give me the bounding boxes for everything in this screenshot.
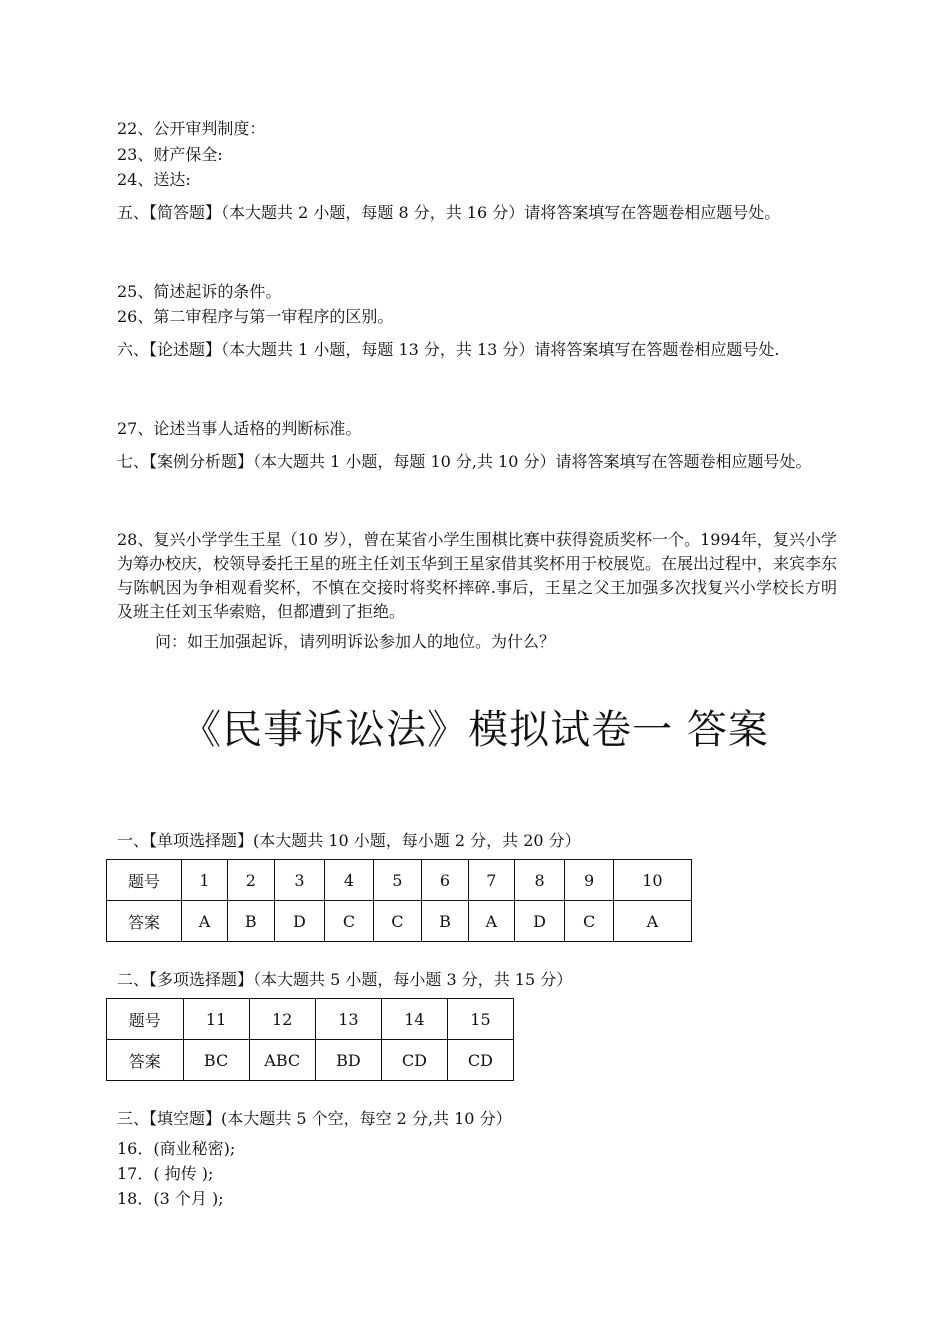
question-27: 27、论述当事人适格的判断标准。	[117, 419, 362, 438]
table-cell: 13	[315, 999, 381, 1040]
single-choice-answer-table	[106, 859, 692, 942]
table-row-answers	[107, 1040, 514, 1081]
table-cell: 6	[422, 860, 469, 901]
table-cell: CD	[381, 1040, 447, 1081]
table-cell: 9	[565, 860, 613, 901]
question-22: 22、公开审判制度：	[117, 119, 266, 138]
answer-17: 17．( 拘传 );	[117, 1164, 214, 1183]
table-cell: BD	[315, 1040, 381, 1081]
table-cell: 1	[182, 860, 228, 901]
table-cell: 12	[249, 999, 315, 1040]
multiple-choice-answer-table	[106, 998, 514, 1081]
table-cell: 3	[274, 860, 325, 901]
table-cell: ABC	[249, 1040, 315, 1081]
table-cell: A	[468, 901, 514, 942]
table-cell: 15	[447, 999, 513, 1040]
table-row-answers	[107, 901, 692, 942]
table-cell: B	[227, 901, 274, 942]
table-cell: A	[613, 901, 691, 942]
table-cell: 4	[325, 860, 373, 901]
table-cell: A	[182, 901, 228, 942]
table-cell: CD	[447, 1040, 513, 1081]
table-header-number: 题号	[107, 999, 184, 1040]
table-cell: C	[325, 901, 373, 942]
answer-16: 16．(商业秘密);	[117, 1139, 236, 1158]
question-23: 23、财产保全:	[117, 145, 223, 164]
table-row-numbers	[107, 860, 692, 901]
question-28-case: 28、复兴小学学生王星（10 岁），曾在某省小学生围棋比赛中获得瓷质奖杯一个。1994年，复兴小学为筹办校庆，校领导委托王星的班主任刘玉华到王星家借其奖杯用于校展览。在展出过程中，来宾李东与陈帆因为争相观看奖杯，不慎在交接时将奖杯摔碎.事后，王星之父王加强多次找复兴小学校长方明及班主任刘玉华索赔，但都遭到了拒绝。	[117, 530, 838, 621]
table-cell: C	[565, 901, 613, 942]
table-cell: 14	[381, 999, 447, 1040]
question-28-ask: 问：如王加强起诉，请列明诉讼参加人的地位。为什么？	[155, 632, 556, 651]
table-cell: B	[422, 901, 469, 942]
answer-section-1-heading: 一、【单项选择题】(本大题共 10 小题，每小题 2 分，共 20 分）	[117, 831, 581, 850]
answer-title: 《民事诉讼法》模拟试卷一 答案	[181, 707, 769, 753]
table-header-answer: 答案	[107, 1040, 184, 1081]
answer-18: 18．(3 个月 );	[117, 1189, 224, 1208]
table-cell: D	[274, 901, 325, 942]
table-cell: BC	[183, 1040, 249, 1081]
section-7-heading: 七、【案例分析题】（本大题共 1 小题，每题 10 分,共 10 分）请将答案填写在答题卷相应题号处。	[117, 452, 812, 471]
table-cell: C	[373, 901, 421, 942]
section-6-heading: 六、【论述题】（本大题共 1 小题，每题 13 分，共 13 分）请将答案填写在答题卷相应题号处.	[117, 340, 780, 359]
table-cell: D	[514, 901, 565, 942]
table-cell: 8	[514, 860, 565, 901]
question-25: 25、简述起诉的条件。	[117, 282, 282, 301]
table-header-answer: 答案	[107, 901, 182, 942]
answer-section-3-heading: 三、【填空题】(本大题共 5 个空，每空 2 分,共 10 分）	[117, 1109, 512, 1128]
table-cell: 7	[468, 860, 514, 901]
table-cell: 5	[373, 860, 421, 901]
answer-section-2-heading: 二、【多项选择题】（本大题共 5 小题，每小题 3 分，共 15 分）	[117, 970, 573, 989]
section-5-heading: 五、【简答题】（本大题共 2 小题，每题 8 分，共 16 分）请将答案填写在答题卷相应题号处。	[117, 203, 781, 222]
question-24: 24、送达:	[117, 170, 191, 189]
table-header-number: 题号	[107, 860, 182, 901]
table-cell: 2	[227, 860, 274, 901]
question-26: 26、第二审程序与第一审程序的区别。	[117, 307, 394, 326]
table-row-numbers	[107, 999, 514, 1040]
table-cell: 10	[613, 860, 691, 901]
table-cell: 11	[183, 999, 249, 1040]
